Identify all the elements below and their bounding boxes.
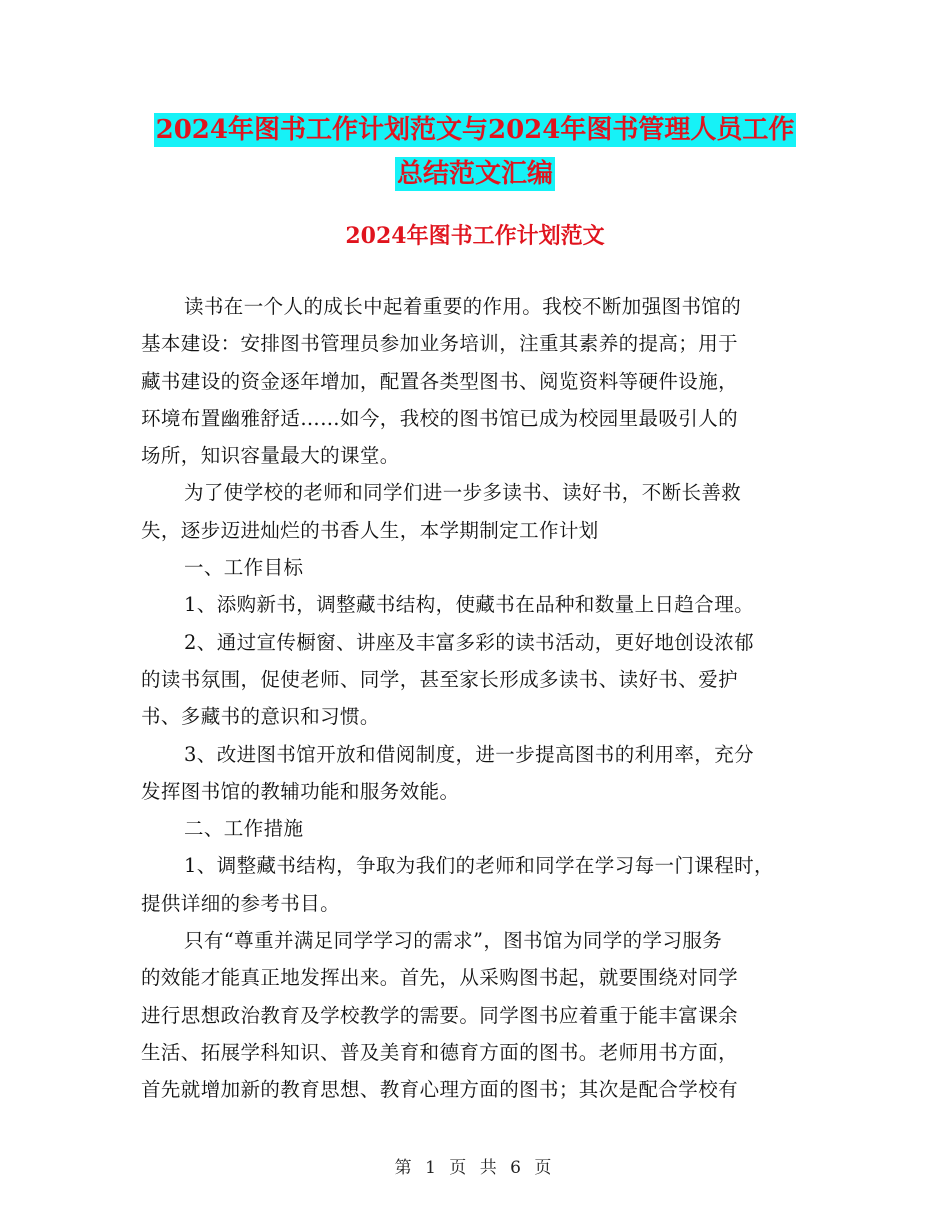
body-line: 读书在一个人的成长中起着重要的作用。我校不断加强图书馆的: [184, 295, 742, 318]
body-line: 进行思想政治教育及学校教学的需要。同学图书应着重于能丰富课余: [141, 1003, 739, 1027]
section-title: 2024年图书工作计划范文: [345, 223, 605, 249]
document-title-line-1: 2024年图书工作计划范文与2024年图书管理人员工作: [155, 115, 795, 145]
body-line: 场所，知识容量最大的课堂。: [141, 444, 400, 468]
body-line: 提供详细的参考书目。: [141, 891, 341, 915]
document-body: [141, 288, 816, 1109]
document-title: [0, 108, 950, 196]
body-line: 的读书氛围，促使老师、同学，甚至家长形成多读书、读好书、爱护: [141, 667, 739, 691]
body-line: 失，逐步迈进灿烂的书香人生，本学期制定工作计划: [141, 518, 599, 542]
body-line: 1、调整藏书结构，争取为我们的老师和同学在学习每一门课程时，: [184, 854, 774, 878]
body-line: 的效能才能真正地发挥出来。首先，从采购图书起，就要围绕对同学: [141, 966, 739, 990]
body-line: 基本建设：安排图书管理员参加业务培训，注重其素养的提高；用于: [141, 332, 739, 356]
body-line: 藏书建设的资金逐年增加，配置各类型图书、阅览资料等硬件设施，: [141, 369, 739, 393]
body-line: 1、添购新书，调整藏书结构，使藏书在品种和数量上日趋合理。: [184, 593, 755, 617]
document-title-line-2: 总结范文汇编: [396, 159, 553, 189]
body-line: 环境布置幽雅舒适……如今，我校的图书馆已成为校园里最吸引人的: [141, 406, 739, 430]
body-line: 发挥图书馆的教辅功能和服务效能。: [141, 779, 460, 803]
body-line: 二、工作措施: [184, 817, 304, 841]
body-line: 为了使学校的老师和同学们进一步多读书、读好书，不断长善救: [184, 481, 742, 505]
body-line: 2、通过宣传橱窗、讲座及丰富多彩的读书活动，更好地创设浓郁: [184, 630, 755, 654]
body-line: 书、多藏书的意识和习惯。: [141, 705, 380, 729]
body-line: 生活、拓展学科知识、普及美育和德育方面的图书。老师用书方面，: [141, 1040, 739, 1064]
body-line: 只有“尊重并满足同学学习的需求”，图书馆为同学的学习服务: [184, 929, 723, 953]
body-line: 一、工作目标: [184, 556, 304, 580]
page-footer: 第 1 页 共 6 页: [394, 1158, 556, 1178]
body-line: 首先就增加新的教育思想、教育心理方面的图书；其次是配合学校有: [141, 1078, 739, 1102]
body-line: 3、改进图书馆开放和借阅制度，进一步提高图书的利用率，充分: [184, 742, 755, 766]
